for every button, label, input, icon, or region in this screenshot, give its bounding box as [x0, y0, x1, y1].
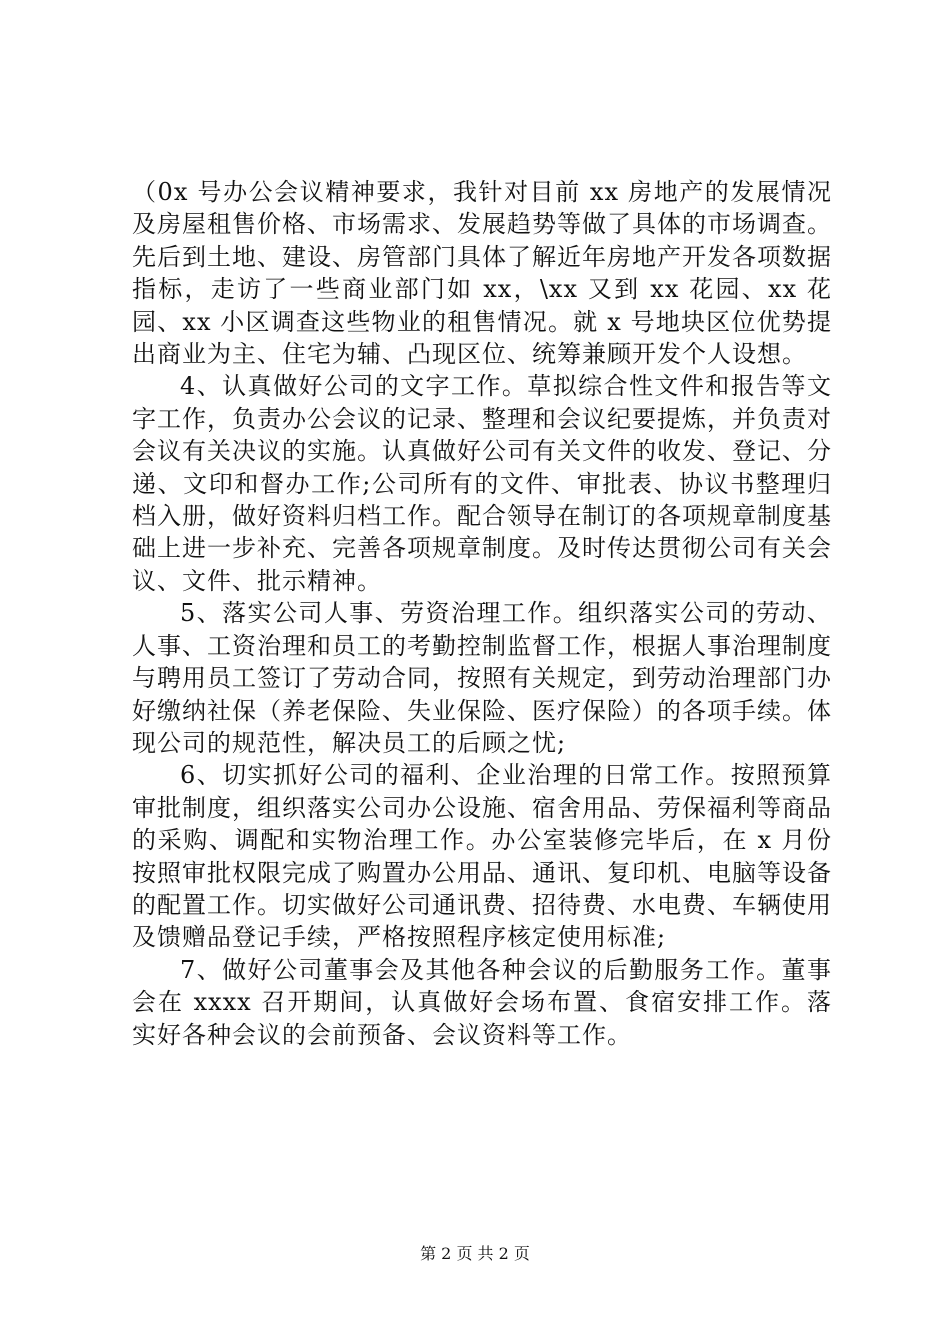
paragraph-item-6: 6、切实抓好公司的福利、企业治理的日常工作。按照预算审批制度，组织落实公司办公设施、宿舍用品、劳保福利等商品的采购、调配和实物治理工作。办公室装修完毕后，在 x 月份按照审批权限完成了购置办公用品、通讯、复印机、电脑等设备的配置工作。切实做好公司通讯费、招待费、水电费、车辆使用及馈赠品登记手续，严格按照程序核定使用标准; — [132, 761, 832, 952]
paragraph-item-5: 5、落实公司人事、劳资治理工作。组织落实公司的劳动、人事、工资治理和员工的考勤控制监督工作，根据人事治理制度与聘用员工签订了劳动合同，按照有关规定，到劳动治理部门办好缴纳社保（养老保险、失业保险、医疗保险）的各项手续。体现公司的规范性，解决员工的后顾之忧; — [132, 599, 832, 757]
document-body — [132, 176, 832, 1051]
page-footer: 第 2 页 共 2 页 — [420, 1244, 530, 1263]
paragraph-continued: （0x 号办公会议精神要求，我针对目前 xx 房地产的发展情况及房屋租售价格、市场需求、发展趋势等做了具体的市场调查。先后到土地、建设、房管部门具体了解近年房地产开发各项数据指标，走访了一些商业部门如 xx，\xx 又到 xx 花园、xx 花园、xx 小区调查这些物业的租售情况。就 x 号地块区位优势提出商业为主、住宅为辅、凸现区位、统筹兼顾开发个人设想。 — [132, 178, 832, 369]
paragraph-item-4: 4、认真做好公司的文字工作。草拟综合性文件和报告等文字工作，负责办公会议的记录、整理和会议纪要提炼，并负责对会议有关决议的实施。认真做好公司有关文件的收发、登记、分递、文印和督办工作;公司所有的文件、审批表、协议书整理归档入册，做好资料归档工作。配合领导在制订的各项规章制度基础上进一步补充、完善各项规章制度。及时传达贯彻公司有关会议、文件、批示精神。 — [132, 372, 832, 595]
paragraph-item-7: 7、做好公司董事会及其他各种会议的后勤服务工作。董事会在 xxxx 召开期间，认真做好会场布置、食宿安排工作。落实好各种会议的会前预备、会议资料等工作。 — [132, 955, 832, 1049]
